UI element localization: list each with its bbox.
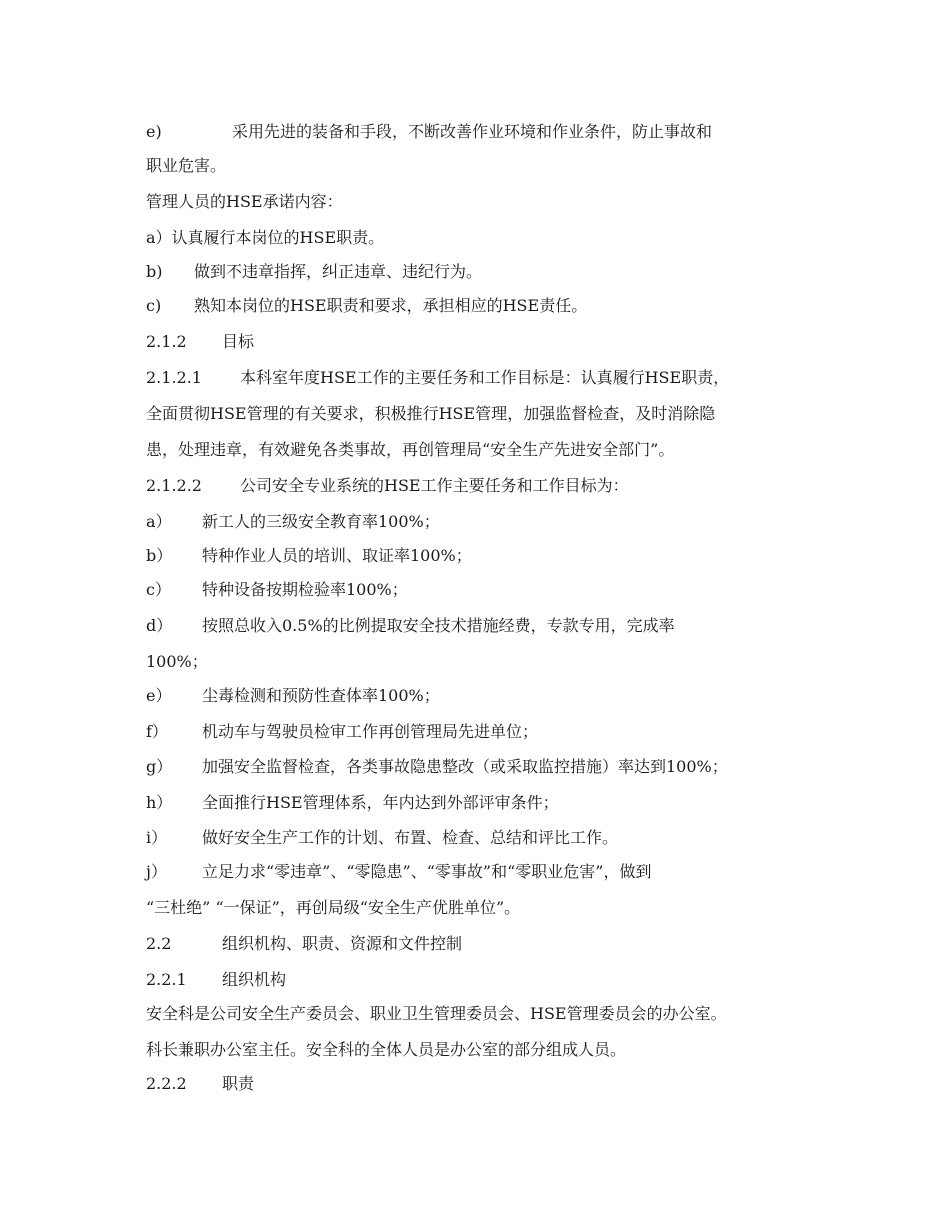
line-text: 全面推行HSE管理体系，年内达到外部评审条件； (202, 793, 559, 812)
section-number: 2.2.1 (146, 970, 187, 989)
line-text: 全面贯彻HSE管理的有关要求，积极推行HSE管理，加强监督检查，及时消除隐 (146, 404, 716, 423)
section-number: 2.1.2.1 (146, 368, 202, 387)
line-text: 加强安全监督检查，各类事故隐患整改（或采取监控措施）率达到100%； (202, 757, 728, 776)
item-label: c) (146, 296, 162, 315)
item-label: i） (146, 828, 168, 847)
text-line (146, 192, 343, 212)
line-text: 管理人员的HSE承诺内容： (146, 192, 343, 211)
line-text: 公司安全专业系统的HSE工作主要任务和工作目标为： (240, 476, 629, 495)
text-line (146, 296, 587, 316)
list-item (146, 686, 440, 706)
item-label: a） (146, 512, 172, 531)
text-line (146, 652, 208, 672)
text-line (146, 156, 226, 176)
section-title: 职责 (222, 1074, 255, 1093)
list-item (146, 828, 618, 848)
item-label: b) (146, 262, 163, 281)
text-line (146, 228, 384, 248)
item-label: e） (146, 686, 172, 705)
text-line (146, 1040, 626, 1060)
list-item (146, 757, 728, 777)
item-label: d） (146, 616, 173, 635)
item-label: j） (146, 862, 167, 881)
section-number: 2.2.2 (146, 1074, 187, 1093)
item-label: h） (146, 793, 173, 812)
section-title: 目标 (222, 332, 255, 351)
line-text: 职业危害。 (146, 156, 227, 175)
text-line (146, 404, 715, 424)
line-text: 做到不违章指挥，纠正违章、违纪行为。 (194, 262, 483, 281)
text-line (146, 898, 520, 918)
list-item (146, 580, 408, 600)
line-text: 特种设备按期检验率100%； (202, 580, 408, 599)
line-text: 采用先进的装备和手段，不断改善作业环境和作业条件，防止事故和 (232, 122, 713, 141)
line-text: 认真履行本岗位的HSE职责。 (171, 228, 385, 247)
item-label: g） (146, 757, 173, 776)
text-line (146, 122, 712, 142)
section-heading (146, 1074, 254, 1094)
line-text: 机动车与驾驶员检审工作再创管理局先进单位； (202, 722, 539, 741)
line-text: 立足力求“零违章”、“零隐患”、“零事故”和“零职业危害”，做到 (202, 862, 652, 881)
section-number: 2.1.2 (146, 332, 187, 351)
item-label: f） (146, 722, 168, 741)
line-text: 患，处理违章，有效避免各类事故，再创管理局“安全生产先进安全部门”。 (146, 440, 675, 459)
section-title: 组织机构、职责、资源和文件控制 (222, 934, 463, 953)
text-line (146, 368, 729, 388)
list-item (146, 512, 440, 532)
text-line (146, 262, 482, 282)
list-item (146, 546, 472, 566)
text-line (146, 1004, 727, 1024)
section-heading (146, 332, 254, 352)
line-text: 特种作业人员的培训、取证率100%； (202, 546, 472, 565)
section-number: 2.1.2.2 (146, 476, 202, 495)
item-label: c） (146, 580, 171, 599)
list-item (146, 616, 675, 636)
line-text: 科长兼职办公室主任。安全科的全体人员是办公室的部分组成人员。 (146, 1040, 627, 1059)
line-text: 新工人的三级安全教育率100%； (202, 512, 440, 531)
line-text: “三杜绝” “一保证”，再创局级“安全生产优胜单位”。 (146, 898, 521, 917)
text-line (146, 440, 674, 460)
section-title: 组织机构 (222, 970, 287, 989)
line-text: 尘毒检测和预防性查体率100%； (202, 686, 440, 705)
list-item (146, 793, 559, 813)
line-text: 100%； (146, 652, 208, 671)
line-text: 按照总收入0.5%的比例提取安全技术措施经费，专款专用，完成率 (202, 616, 675, 635)
section-number: 2.2 (146, 934, 172, 953)
section-heading (146, 970, 286, 990)
line-text: 做好安全生产工作的计划、布置、检查、总结和评比工作。 (202, 828, 619, 847)
list-item (146, 722, 538, 742)
line-text: 安全科是公司安全生产委员会、职业卫生管理委员会、HSE管理委员会的办公室。 (146, 1004, 727, 1023)
item-label: b） (146, 546, 173, 565)
line-text: 熟知本岗位的HSE职责和要求，承担相应的HSE责任。 (194, 296, 588, 315)
item-label: e) (146, 122, 162, 141)
list-item (146, 862, 651, 882)
section-heading (146, 934, 462, 954)
text-line (146, 476, 629, 496)
item-label: a） (146, 228, 172, 247)
line-text: 本科室年度HSE工作的主要任务和工作目标是：认真履行HSE职责， (240, 368, 730, 387)
